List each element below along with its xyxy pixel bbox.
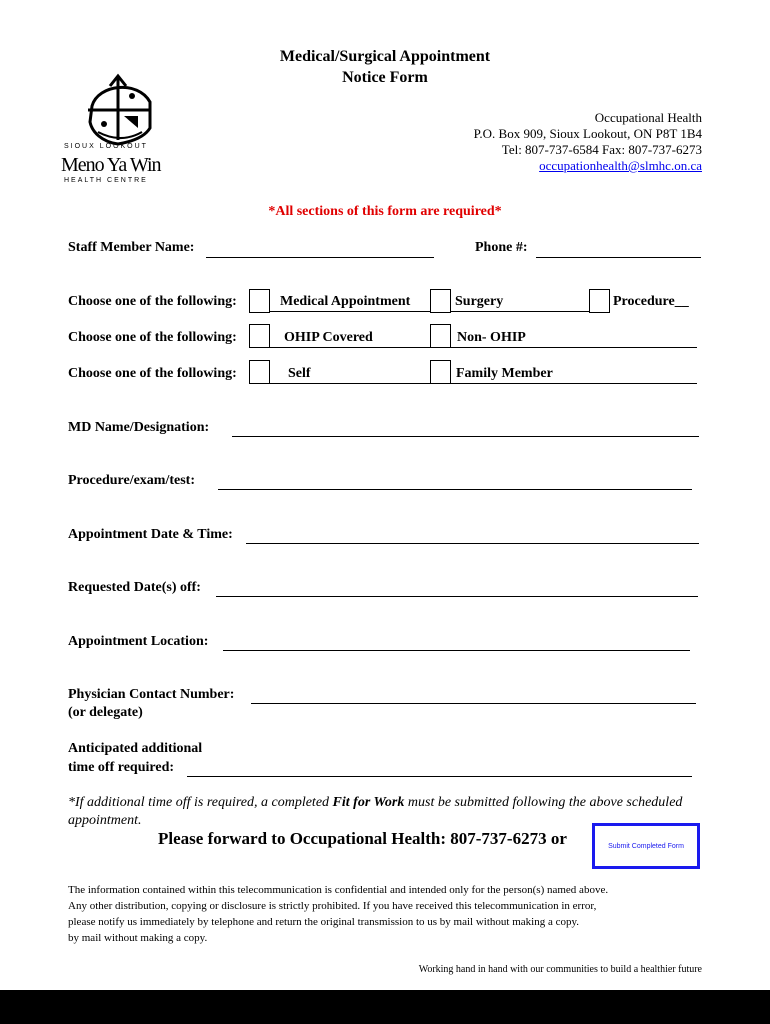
physician-contact-label: Physician Contact Number: [68, 687, 235, 702]
option-underline [451, 383, 697, 384]
requested-off-label: Requested Date(s) off: [68, 580, 201, 595]
footer-bar [0, 990, 770, 1024]
md-name-field[interactable] [232, 436, 699, 437]
checkbox-family-member[interactable] [430, 360, 451, 384]
checkbox-non-ohip[interactable] [430, 324, 451, 348]
fit-for-work-note: *If additional time off is required, a completed Fit for Work must be submitted following the above scheduled appointment. [68, 795, 683, 828]
submit-completed-form-button[interactable]: Submit Completed Form [592, 823, 700, 869]
option-underline [451, 311, 589, 312]
required-notice: *All sections of this form are required* [268, 204, 502, 219]
contact-address: P.O. Box 909, Sioux Lookout, ON P8T 1B4 [473, 126, 702, 141]
logo-top-text: SIOUX LOOKOUT [64, 143, 148, 150]
physician-contact-field[interactable] [251, 703, 696, 704]
phone-label: Phone #: [475, 240, 528, 255]
procedure-field[interactable] [218, 489, 692, 490]
contact-phones: Tel: 807-737-6584 Fax: 807-737-6273 [501, 142, 702, 157]
location-field[interactable] [223, 650, 690, 651]
forward-instruction: Please forward to Occupational Health: 807-737-6273 or [158, 829, 567, 848]
confidentiality-notice: The information contained within this telecommunication is confidential and intended only for the person(s) named above. Any other distribution, copying or disclosure is strictly prohibited. If you have received this telecommunication in error, please notify us immediately by telephone and return the original transmission to us by mail without making a copy. by mail without making a copy. [68, 884, 609, 944]
anticipated-label-1: Anticipated additional [68, 741, 203, 756]
anticipated-label-2: time off required: [68, 760, 175, 775]
checkbox-surgery[interactable] [430, 289, 451, 313]
location-label: Appointment Location: [68, 634, 209, 649]
logo-bottom-text: HEALTH CENTRE [64, 177, 148, 184]
form-title-line1: Medical/Surgical Appointment [279, 48, 491, 65]
procedure-label: Procedure/exam/test: [68, 473, 195, 488]
checkbox-medical-appointment[interactable] [249, 289, 270, 313]
option-underline [270, 347, 430, 348]
staff-name-field[interactable] [206, 257, 434, 258]
option-medical-appointment: Medical Appointment [280, 294, 411, 309]
option-underline [270, 311, 430, 312]
choose-label-3: Choose one of the following: [68, 366, 237, 381]
option-ohip-covered: OHIP Covered [284, 330, 373, 345]
option-underline [451, 347, 697, 348]
checkbox-self[interactable] [249, 360, 270, 384]
contact-dept: Occupational Health [594, 110, 702, 125]
choose-label-1: Choose one of the following: [68, 294, 237, 309]
contact-email-link[interactable]: occupationhealth@slmhc.on.ca [539, 158, 702, 173]
checkbox-procedure[interactable] [589, 289, 610, 313]
staff-name-label: Staff Member Name: [68, 240, 195, 255]
option-underline [270, 383, 430, 384]
md-name-label: MD Name/Designation: [68, 420, 210, 435]
option-surgery: Surgery [455, 294, 504, 309]
checkbox-ohip-covered[interactable] [249, 324, 270, 348]
form-title-line2: Notice Form [342, 69, 428, 86]
footer-tagline: Working hand in hand with our communities to build a healthier future [418, 964, 702, 975]
or-delegate-label: (or delegate) [68, 705, 143, 720]
requested-off-field[interactable] [216, 596, 698, 597]
appointment-date-field[interactable] [246, 543, 699, 544]
phone-field[interactable] [536, 257, 701, 258]
choose-label-2: Choose one of the following: [68, 330, 237, 345]
option-procedure: Procedure__ [613, 294, 689, 309]
logo-name: Meno Ya Win [61, 154, 161, 176]
contact-block [474, 110, 702, 174]
anticipated-field[interactable] [187, 776, 692, 777]
option-self: Self [288, 366, 311, 381]
option-family-member: Family Member [456, 366, 553, 381]
appointment-date-label: Appointment Date & Time: [68, 527, 233, 542]
option-non-ohip: Non- OHIP [457, 330, 526, 345]
